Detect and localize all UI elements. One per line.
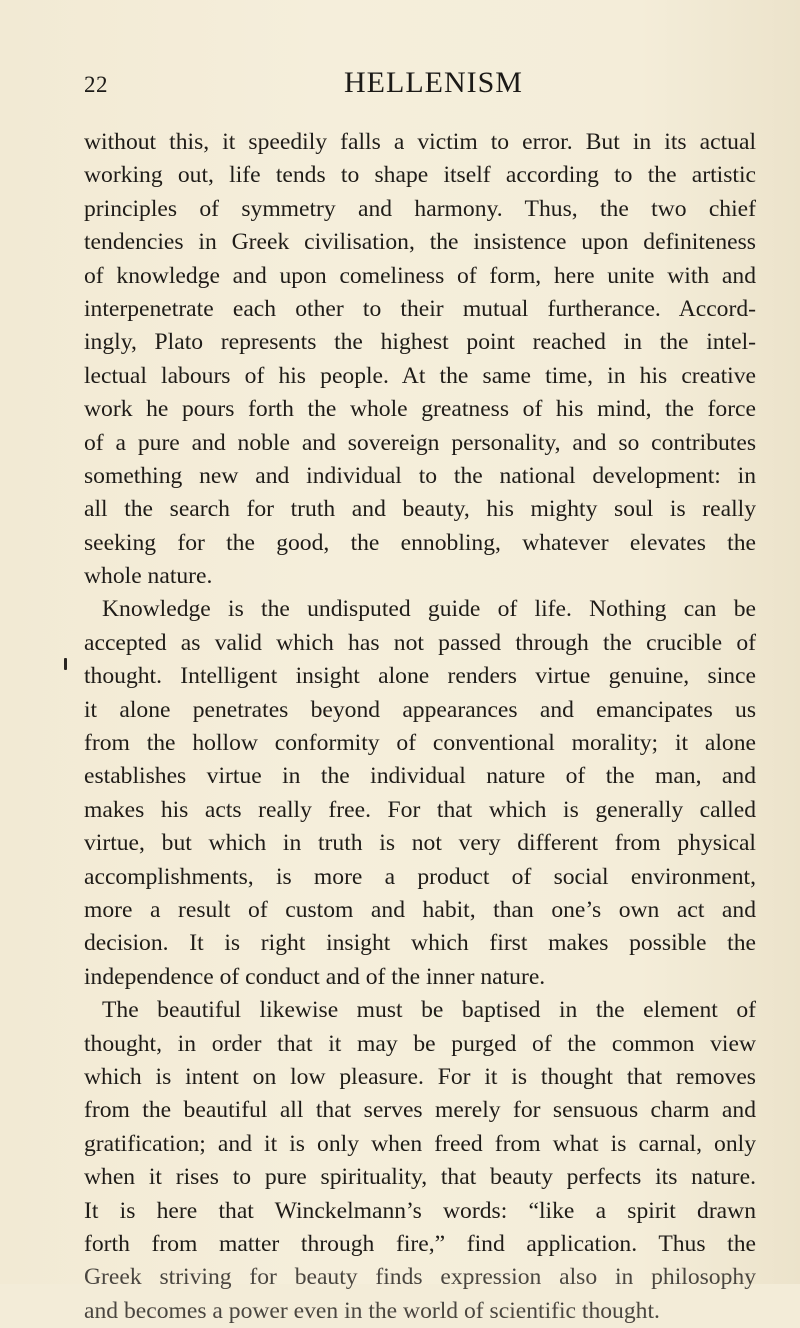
text-line: It is here that Winckelmann’s words: “like a spirit drawn bbox=[84, 1197, 756, 1224]
text-line: Greek striving for beauty finds expression also in philosophy bbox=[84, 1264, 756, 1291]
text-line: thought. Intelligent insight alone renders virtue genuine, since bbox=[84, 663, 756, 690]
text-line: lectual labours of his people. At the same time, in his creative bbox=[84, 362, 756, 389]
text-line: virtue, but which in truth is not very different from physical bbox=[84, 830, 756, 857]
text-line: working out, life tends to shape itself according to the artistic bbox=[84, 162, 756, 189]
page-number: 22 bbox=[84, 72, 108, 97]
text-line: when it rises to pure spirituality, that beauty perfects its nature. bbox=[84, 1164, 756, 1191]
text-line: accepted as valid which has not passed through the crucible of bbox=[84, 629, 756, 656]
text-line: it alone penetrates beyond appearances and emancipates us bbox=[84, 696, 756, 723]
text-line: tendencies in Greek civilisation, the insistence upon definiteness bbox=[84, 229, 756, 256]
text-line: independence of conduct and of the inner nature. bbox=[84, 963, 546, 990]
text-line: of a pure and noble and sovereign personality, and so contributes bbox=[84, 429, 756, 456]
text-line: accomplishments, is more a product of social environment, bbox=[84, 863, 756, 890]
text-line: thought, in order that it may be purged of the common view bbox=[84, 1030, 756, 1057]
page-header bbox=[84, 62, 774, 106]
text-line: seeking for the good, the ennobling, whatever elevates the bbox=[84, 529, 756, 556]
text-line: something new and individual to the national development: in bbox=[84, 462, 756, 489]
text-line: all the search for truth and beauty, his mighty soul is really bbox=[84, 496, 756, 523]
running-head: HELLENISM bbox=[344, 66, 523, 99]
text-line: establishes virtue in the individual nature of the man, and bbox=[84, 763, 756, 790]
margin-mark bbox=[64, 658, 67, 670]
text-line: whole nature. bbox=[84, 563, 213, 590]
text-line: from the hollow conformity of conventional morality; it alone bbox=[84, 730, 756, 757]
text-line: and becomes a power even in the world of scientific thought. bbox=[84, 1297, 660, 1324]
text-line: of knowledge and upon comeliness of form, here unite with and bbox=[84, 262, 756, 289]
paragraph-start-line: The beautiful likewise must be baptised in the element of bbox=[102, 997, 756, 1024]
text-line: which is intent on low pleasure. For it is thought that removes bbox=[84, 1063, 756, 1090]
text-line: more a result of custom and habit, than one’s own act and bbox=[84, 896, 756, 923]
text-line: interpenetrate each other to their mutual furtherance. Accord- bbox=[84, 295, 756, 322]
text-line: decision. It is right insight which first makes possible the bbox=[84, 930, 756, 957]
text-line: from the beautiful all that serves merely for sensuous charm and bbox=[84, 1097, 756, 1124]
text-line: ingly, Plato represents the highest point reached in the intel- bbox=[84, 329, 756, 356]
text-line: principles of symmetry and harmony. Thus, the two chief bbox=[84, 195, 756, 222]
text-line: forth from matter through fire,” find application. Thus the bbox=[84, 1230, 756, 1257]
text-line: makes his acts really free. For that which is generally called bbox=[84, 796, 756, 823]
text-line: work he pours forth the whole greatness of his mind, the force bbox=[84, 396, 756, 423]
text-line: gratification; and it is only when freed from what is carnal, only bbox=[84, 1130, 756, 1157]
paragraph-start-line: Knowledge is the undisputed guide of life. Nothing can be bbox=[102, 596, 756, 623]
body-text bbox=[84, 126, 756, 1328]
text-line: without this, it speedily falls a victim to error. But in its actual bbox=[84, 129, 756, 155]
